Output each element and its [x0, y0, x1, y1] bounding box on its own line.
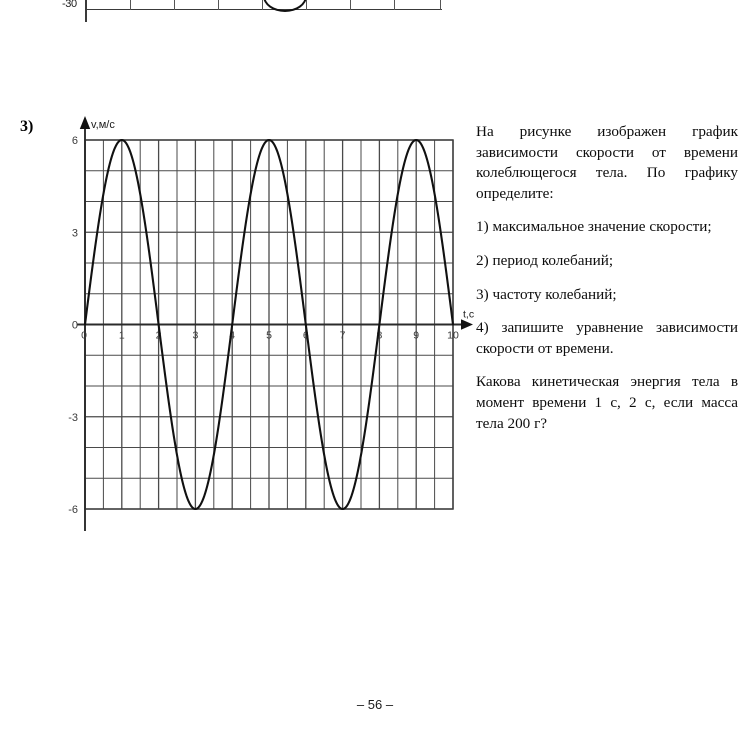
remnant-gridline: [174, 0, 175, 10]
svg-text:9: 9: [413, 329, 420, 342]
problem-intro: На рисунке изображен график зависимости скорости от времени колеблющегося тела. По графику определите:: [476, 123, 738, 202]
svg-text:0: 0: [81, 329, 87, 342]
remnant-x-axis: [85, 9, 442, 10]
previous-figure-remnant: [0, 0, 750, 34]
problem-question-4: 4) запишите уравнение зависимости скорости от времени.: [476, 319, 738, 357]
chart-svg: [60, 118, 475, 528]
svg-text:0: 0: [71, 319, 78, 332]
problem-question-1: 1) максимальное значение скорости;: [476, 218, 712, 236]
svg-text:-6: -6: [68, 504, 78, 516]
problem-question-2: 2) период колебаний;: [476, 251, 614, 269]
problem-question-5: Какова кинетическая энергия тела в момент времени 1 с, 2 с, если масса тела 200 г?: [476, 373, 738, 432]
remnant-gridline: [440, 0, 441, 10]
svg-text:7: 7: [339, 329, 346, 342]
remnant-y-tick-label: -30: [62, 0, 77, 10]
remnant-gridline: [350, 0, 351, 10]
remnant-gridline: [218, 0, 219, 10]
problem-statement: [476, 122, 738, 434]
svg-text:v,м/с: v,м/с: [91, 119, 115, 131]
x-axis-tick-labels: [81, 330, 459, 342]
svg-text:6: 6: [302, 329, 309, 342]
remnant-gridline: [394, 0, 395, 10]
svg-text:10: 10: [447, 329, 459, 342]
remnant-gridline: [262, 0, 263, 10]
svg-text:5: 5: [266, 329, 272, 342]
svg-text:1: 1: [118, 329, 125, 342]
remnant-y-axis: [85, 0, 87, 22]
svg-text:3: 3: [71, 227, 78, 240]
svg-text:8: 8: [376, 329, 383, 342]
item-number: 3): [20, 118, 34, 135]
y-axis-tick-labels: [68, 135, 78, 516]
problem-question-3: 3) частоту колебаний;: [476, 285, 617, 303]
remnant-gridline: [130, 0, 131, 10]
page-number: – 56 –: [356, 697, 394, 712]
svg-text:4: 4: [229, 329, 236, 342]
svg-text:3: 3: [192, 329, 199, 342]
svg-text:-3: -3: [68, 411, 78, 424]
velocity-time-graph: [60, 118, 475, 528]
svg-text:t,c: t,c: [463, 308, 475, 321]
svg-text:2: 2: [155, 329, 162, 342]
svg-text:6: 6: [71, 135, 78, 147]
remnant-gridline: [306, 0, 307, 10]
